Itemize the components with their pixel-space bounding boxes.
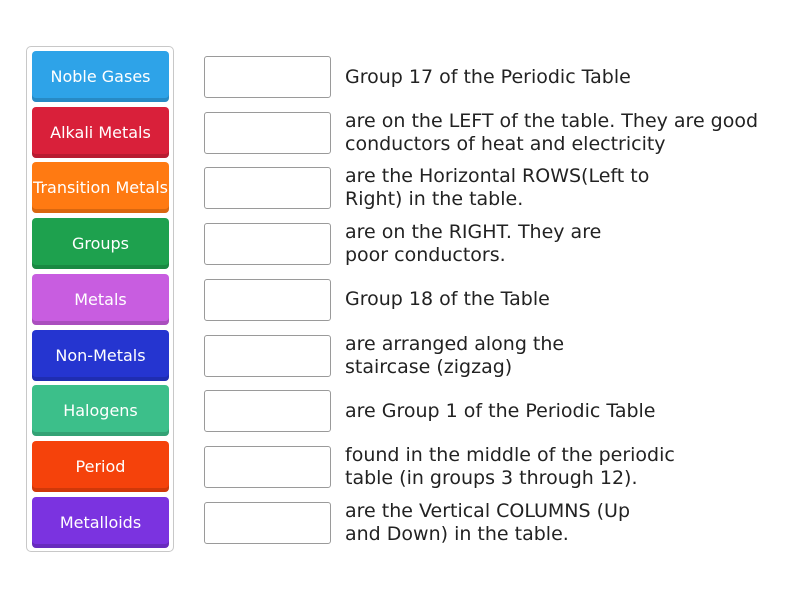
drop-box[interactable] <box>204 446 331 488</box>
description-text: are arranged along the staircase (zigzag) <box>345 332 565 378</box>
answer-tile[interactable]: Non-Metals <box>32 330 169 381</box>
drop-box[interactable] <box>204 56 331 98</box>
description-text: are on the RIGHT. They are poor conductors. <box>345 221 602 267</box>
drop-box[interactable] <box>204 112 331 154</box>
answer-tile[interactable]: Alkali Metals <box>32 107 169 158</box>
answer-tile[interactable]: Transition Metals <box>32 162 169 213</box>
drop-box[interactable] <box>204 167 331 209</box>
description-text: are on the LEFT of the table. They are good conductors of heat and electricity <box>345 109 759 155</box>
drop-box[interactable] <box>204 223 331 265</box>
answer-tile[interactable]: Metals <box>32 274 169 325</box>
drop-box[interactable] <box>204 279 331 321</box>
description-text: are the Vertical COLUMNS (Up and Down) in the table. <box>345 499 630 545</box>
answer-tile[interactable]: Groups <box>32 218 169 269</box>
drop-box[interactable] <box>204 502 331 544</box>
description-text: are the Horizontal ROWS(Left to Right) in the table. <box>345 165 650 211</box>
answer-tile[interactable]: Period <box>32 441 169 492</box>
answer-tile[interactable]: Noble Gases <box>32 51 169 102</box>
drop-box[interactable] <box>204 390 331 432</box>
answer-tile[interactable]: Metalloids <box>32 497 169 548</box>
answer-tile[interactable]: Halogens <box>32 385 169 436</box>
description-text: Group 18 of the Table <box>345 288 550 311</box>
description-text: Group 17 of the Periodic Table <box>345 65 631 88</box>
drop-box[interactable] <box>204 335 331 377</box>
description-text: found in the middle of the periodic table (in groups 3 through 12). <box>345 443 675 489</box>
description-text: are Group 1 of the Periodic Table <box>345 399 656 422</box>
